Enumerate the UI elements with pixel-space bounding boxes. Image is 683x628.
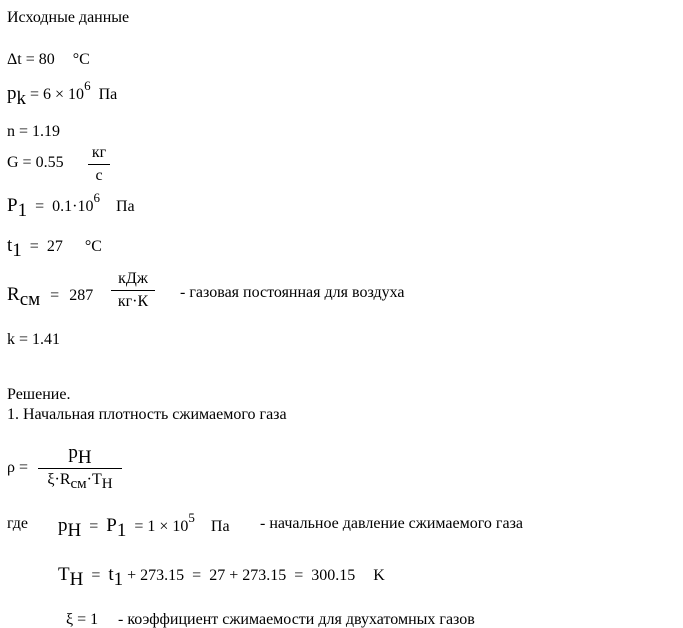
delta-t-value: 80 bbox=[38, 51, 55, 68]
TH-subscript: H bbox=[69, 569, 84, 590]
Rcm-value: 287 bbox=[69, 287, 94, 304]
where-P-symbol: P bbox=[106, 515, 117, 536]
P1-unit: Па bbox=[115, 198, 135, 215]
xi-note: - коэффициент сжимаемости для двухатомных газов bbox=[118, 611, 475, 628]
pk-exponent: 6 bbox=[84, 78, 91, 93]
rho-denominator bbox=[38, 469, 122, 492]
TH-rest: + 273.15 = 27 + 273.15 = 300.15 bbox=[127, 567, 356, 584]
rho-num-symbol: p bbox=[68, 442, 78, 463]
TH-expression bbox=[58, 564, 385, 590]
rho-den-part-b: ·T bbox=[86, 471, 102, 488]
P1-exponent: 6 bbox=[93, 190, 100, 205]
Rcm-note: - газовая постоянная для воздуха bbox=[180, 284, 405, 301]
given-delta-t bbox=[7, 52, 90, 68]
TH-t-subscript: 1 bbox=[113, 569, 124, 590]
given-k: k = 1.41 bbox=[7, 331, 61, 348]
pk-symbol: p bbox=[7, 83, 17, 104]
TH-eq: = bbox=[91, 567, 101, 584]
P1-subscript: 1 bbox=[17, 200, 28, 221]
Rcm-unit-fraction bbox=[111, 271, 155, 310]
Rcm-subscript: см bbox=[19, 289, 41, 310]
Rcm-unit-numerator: кДж bbox=[118, 270, 148, 287]
P1-mantissa: 0.1·10 bbox=[52, 198, 94, 215]
G-unit-fraction bbox=[88, 145, 110, 184]
rho-numerator bbox=[38, 443, 122, 468]
where-p-symbol: p bbox=[58, 515, 68, 536]
where-exponent: 5 bbox=[188, 510, 195, 525]
pk-subscript: k bbox=[16, 88, 26, 109]
G-unit-numerator: кг bbox=[91, 144, 107, 161]
delta-t-symbol: Δt bbox=[7, 51, 22, 68]
where-p-subscript: H bbox=[67, 520, 82, 541]
Rcm-eq: = bbox=[50, 287, 60, 304]
where-note: - начальное давление сжимаемого газа bbox=[260, 515, 523, 532]
rho-num-subscript: H bbox=[77, 447, 92, 468]
where-expression bbox=[58, 510, 230, 541]
pk-unit: Па bbox=[98, 86, 118, 103]
TH-symbol: T bbox=[58, 564, 70, 585]
Rcm-unit-denominator: кг·К bbox=[117, 293, 149, 310]
where-eq-2: = 1 × 10 bbox=[134, 518, 189, 535]
rho-den-sub-1: см bbox=[70, 476, 87, 492]
given-t1 bbox=[7, 235, 102, 261]
given-Rcm bbox=[7, 284, 94, 310]
G-unit-denominator: с bbox=[95, 167, 103, 184]
t1-subscript: 1 bbox=[12, 240, 22, 261]
given-G: G = 0.55 bbox=[7, 154, 64, 171]
t1-symbol: t bbox=[7, 235, 13, 256]
given-n: n = 1.19 bbox=[7, 123, 61, 140]
Rcm-symbol: R bbox=[7, 284, 20, 305]
t1-unit: °C bbox=[84, 238, 102, 255]
where-unit: Па bbox=[210, 518, 230, 535]
t1-eq: = bbox=[29, 238, 39, 255]
given-pk bbox=[7, 78, 118, 109]
pk-eq: = bbox=[30, 86, 40, 103]
rho-den-part-a: ξ·R bbox=[47, 471, 71, 488]
rho-lhs: ρ = bbox=[7, 459, 29, 476]
pk-mantissa: 6 × 10 bbox=[43, 86, 85, 103]
P1-symbol: P bbox=[7, 195, 18, 216]
title-initial-data: Исходные данные bbox=[7, 9, 130, 26]
given-P1 bbox=[7, 190, 135, 221]
TH-unit: K bbox=[373, 567, 385, 584]
where-P-subscript: 1 bbox=[116, 520, 127, 541]
t1-value: 27 bbox=[46, 238, 63, 255]
TH-t-symbol: t bbox=[108, 564, 114, 585]
P1-eq: = bbox=[35, 198, 45, 215]
xi-expression: ξ = 1 bbox=[66, 611, 99, 628]
solution-heading: Решение. bbox=[7, 386, 71, 403]
rho-den-sub-2: H bbox=[101, 476, 113, 492]
where-label: где bbox=[7, 515, 29, 532]
solution-step-1: 1. Начальная плотность сжимаемого газа bbox=[7, 406, 287, 423]
where-eq-1: = bbox=[89, 518, 99, 535]
delta-t-unit: °C bbox=[72, 51, 90, 68]
delta-t-eq: = bbox=[25, 51, 35, 68]
rho-fraction bbox=[38, 442, 122, 492]
